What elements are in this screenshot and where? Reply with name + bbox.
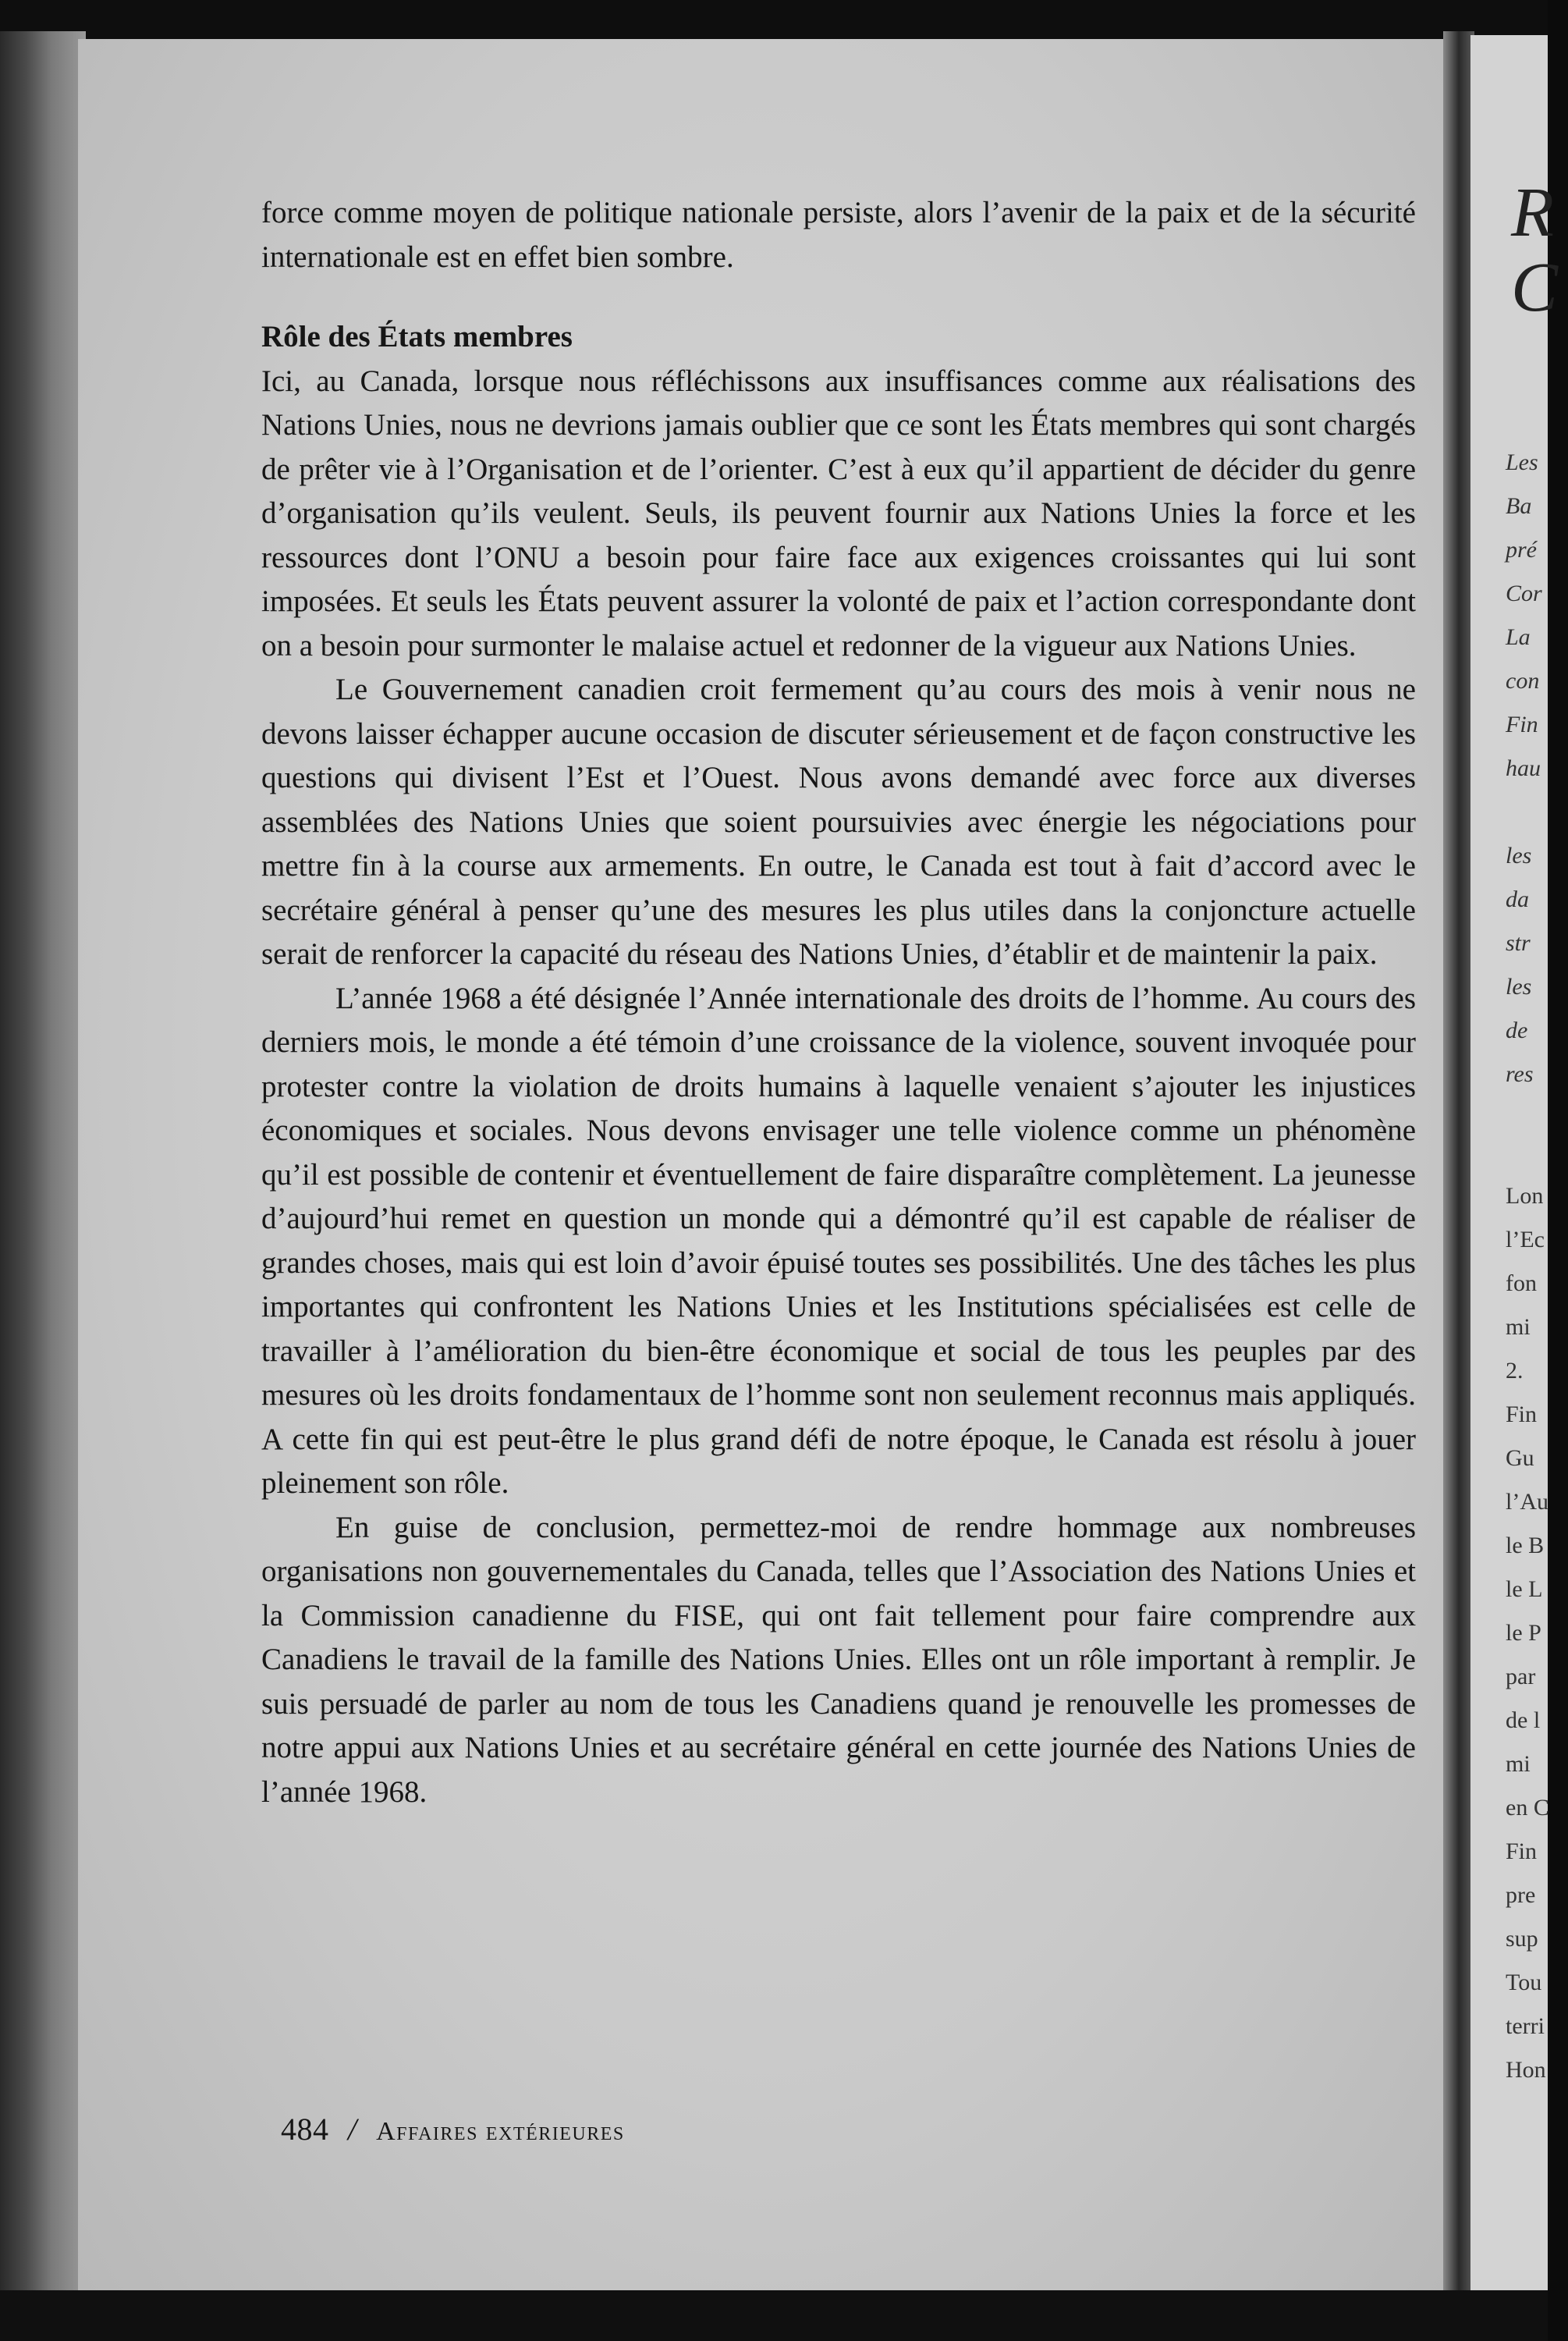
- facing-page-body-text: Lon l’Ec fon mi 2. Fin Gu l’Au le B le L le P par de l mi en C Fin pre sup Tou terri Hon: [1506, 1183, 1549, 2083]
- page-footer: [281, 2111, 625, 2147]
- facing-page-italic-text: Les Ba pré Cor La con Fin hau les da str les de res: [1506, 449, 1542, 1087]
- page-number: 484: [281, 2112, 329, 2147]
- body-paragraph: L’année 1968 a été désignée l’Année internationale des droits de l’homme. Au cours des derniers mois, le monde a été témoin d’une croissance de la violence, souvent invoquée pour protester contre la violation de droits humains à laquelle venaient s’ajouter les injustices économiques et sociales. Nous devons envisager une telle violence comme un phénomène qu’il est possible de contenir et éventuellement de faire disparaître complètement. La jeunesse d’aujourd’hui remet en question un monde qui a démontré qu’il est capable de réaliser de grandes choses, mais qui est loin d’avoir épuisé toutes ses possibilités. Une des tâches les plus importantes qui confrontent les Nations Unies et les Institutions spécialisées est celle de travailler à l’amélioration du bien-être économique et social de tous les peuples par des mesures où les droits fondamentaux de l’homme sont non seulement reconnus mais appliqués. A cette fin qui est peut-être le plus grand défi de notre époque, le Canada est résolu à jouer pleinement son rôle.: [261, 981, 1416, 1500]
- body-paragraph: Le Gouvernement canadien croit fermement qu’au cours des mois à venir nous ne devons laisser échapper aucune occasion de discuter sérieusement et de façon constructive les questions qui divisent l’Est et l’Ouest. Nous avons demandé avec force aux diverses assemblées des Nations Unies que soient poursuivies avec énergie les négociations pour mettre fin à la course aux armements. En outre, le Canada est tout à fait d’accord avec le secrétaire général à penser qu’une des mesures les plus utiles dans la conjoncture actuelle serait de renforcer la capacité du réseau des Nations Unies, d’établir et de maintenir la paix.: [261, 673, 1416, 971]
- scan-bottom-border: [0, 2290, 1548, 2341]
- section-heading: Rôle des États membres: [261, 320, 573, 353]
- publication-title: Affaires extérieures: [376, 2117, 625, 2146]
- opening-paragraph: force comme moyen de politique nationale persiste, alors l’avenir de la paix et de la sécurité internationale est en effet bien sombre.: [261, 196, 1416, 274]
- facing-page-heading: R C: [1511, 174, 1559, 326]
- body-paragraph: En guise de conclusion, permettez-moi de rendre hommage aux nombreuses organisations non gouvernementales du Canada, telles que l’Association des Nations Unies et la Commission canadienne du FISE, qui ont fait tellement pour faire comprendre aux Canadiens le travail de la famille des Nations Unies. Elles ont un rôle important à remplir. Je suis persuadé de parler au nom de tous les Canadiens quand je renouvelle les promesses de notre appui aux Nations Unies et au secrétaire général en cette journée des Nations Unies de l’année 1968.: [261, 1510, 1416, 1809]
- page-body: [261, 191, 1416, 1814]
- body-paragraph: Ici, au Canada, lorsque nous réfléchissons aux insuffisances comme aux réalisations des Nations Unies, nous ne devrions jamais oublier que ce sont les États membres qui sont chargés de prêter vie à l’Organisation et de l’orienter. C’est à eux qu’il appartient de décider du genre d’organisation qu’ils veulent. Seuls, ils peuvent fournir aux Nations Unies la force et les ressources dont l’ONU a besoin pour faire face aux exigences croissantes qui lui sont imposées. Et seuls les États peuvent assurer la volonté de paix et l’action correspondante dont on a besoin pour surmonter le malaise actuel et redonner de la vigueur aux Nations Unies.: [261, 364, 1416, 663]
- book-spine-shadow: [0, 31, 86, 2294]
- page-gutter-shadow: [1443, 31, 1474, 2294]
- footer-separator: /: [348, 2112, 357, 2147]
- facing-page-fragment: [1470, 35, 1559, 2294]
